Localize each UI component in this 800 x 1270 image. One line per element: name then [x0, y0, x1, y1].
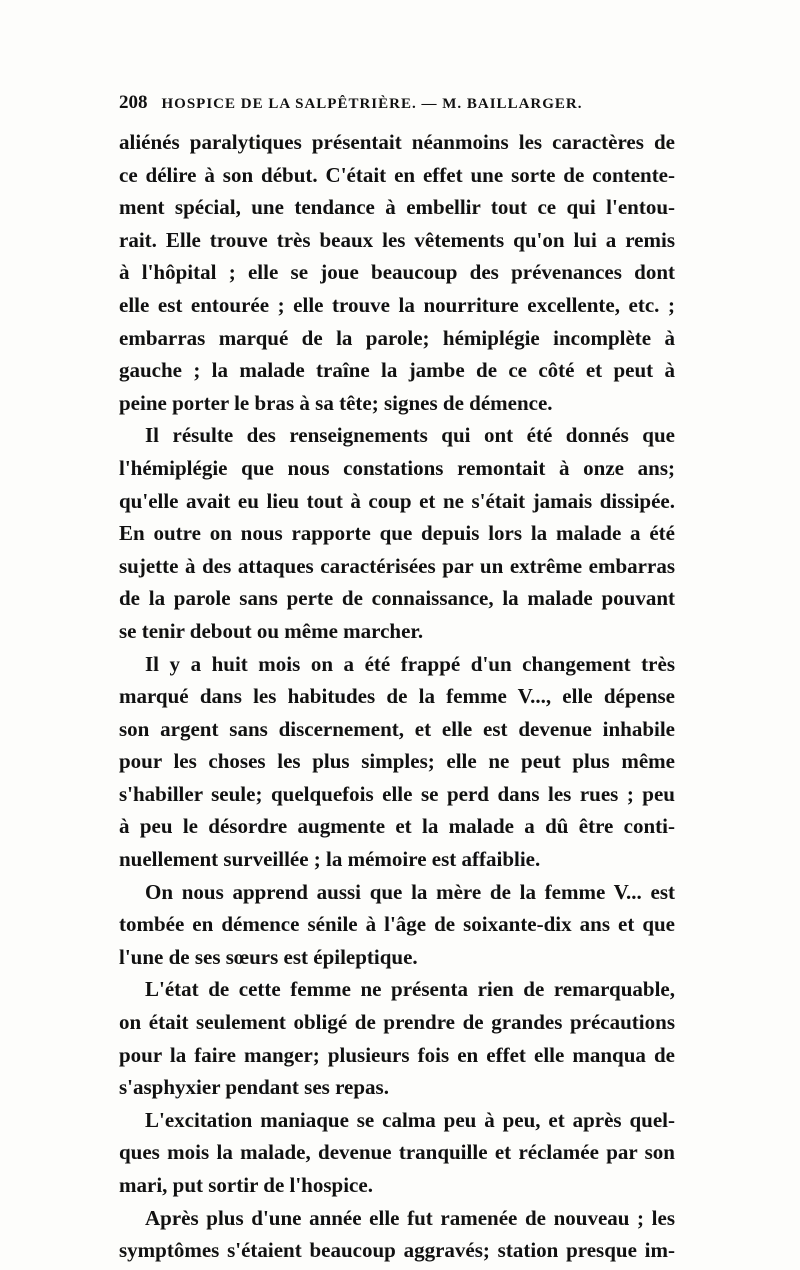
text-line: tombée en démence sénile à l'âge de soixante-dix ans et que: [119, 912, 675, 937]
text-line: aliénés paralytiques présentait néanmoins les caractères de: [119, 130, 675, 154]
text-line: peine porter le bras à sa tête; signes de démence.: [119, 390, 553, 415]
text-line: Après plus d'une année elle fut ramenée de nouveau ; les: [145, 1205, 675, 1230]
text-line: nuellement surveillée ; la mémoire est affaiblie.: [119, 847, 541, 872]
text-line: Il y a huit mois on a été frappé d'un changement très: [145, 651, 675, 676]
text-line: Il résulte des renseignements qui ont été donnés que: [145, 423, 675, 448]
text-line: son argent sans discernement, et elle est devenue inhabile: [119, 716, 675, 741]
text-line: qu'elle avait eu lieu tout à coup et ne s'était jamais dissipée.: [119, 488, 675, 513]
text-line: ce délire à son début. C'était en effet une sorte de contente-: [119, 162, 675, 187]
running-head: [119, 92, 679, 116]
text-line: de la parole sans perte de connaissance, la malade pouvant: [119, 586, 675, 611]
body-text: [119, 126, 675, 1267]
text-line: mari, put sortir de l'hospice.: [119, 1173, 373, 1197]
text-line: se tenir debout ou même marcher.: [119, 618, 424, 643]
text-line: marqué dans les habitudes de la femme V..., elle dépense: [119, 684, 675, 709]
text-line: symptômes s'étaient beaucoup aggravés; station presque im-: [119, 1238, 675, 1263]
text-line: sujette à des attaques caractérisées par un extrême embarras: [119, 553, 675, 578]
text-line: l'hémiplégie que nous constations remontait à onze ans;: [119, 455, 675, 480]
text-line: ment spécial, une tendance à embellir tout ce qui l'entou-: [119, 195, 675, 220]
text-line: rait. Elle trouve très beaux les vêtements qu'on lui a remis: [119, 227, 675, 252]
text-line: à l'hôpital ; elle se joue beaucoup des prévenances dont: [119, 260, 675, 285]
text-line: pour la faire manger; plusieurs fois en effet elle manqua de: [119, 1042, 675, 1067]
text-line: on était seulement obligé de prendre de grandes précautions: [119, 1010, 675, 1035]
text-line: L'excitation maniaque se calma peu à peu, et après quel-: [145, 1107, 675, 1132]
running-title: HOSPICE DE LA SALPÊTRIÈRE. — M. BAILLARGER.: [161, 96, 583, 112]
text-line: ques mois la malade, devenue tranquille et réclamée par son: [119, 1140, 675, 1165]
page-number: 208: [119, 92, 148, 113]
text-line: On nous apprend aussi que la mère de la femme V... est: [145, 879, 675, 904]
text-line: à peu le désordre augmente et la malade a dû être conti-: [119, 814, 675, 839]
text-line: pour les choses les plus simples; elle ne peut plus même: [119, 749, 675, 774]
text-line: En outre on nous rapporte que depuis lors la malade a été: [119, 521, 675, 546]
text-line: s'habiller seule; quelquefois elle se perd dans les rues ; peu: [119, 781, 675, 806]
text-line: elle est entourée ; elle trouve la nourriture excellente, etc. ;: [119, 292, 675, 317]
text-line: gauche ; la malade traîne la jambe de ce côté et peut à: [119, 358, 675, 383]
text-line: embarras marqué de la parole; hémiplégie incomplète à: [119, 325, 675, 350]
text-line: L'état de cette femme ne présenta rien de remarquable,: [145, 977, 675, 1002]
text-line: s'asphyxier pendant ses repas.: [119, 1075, 389, 1100]
text-line: l'une de ses sœurs est épileptique.: [119, 944, 418, 969]
